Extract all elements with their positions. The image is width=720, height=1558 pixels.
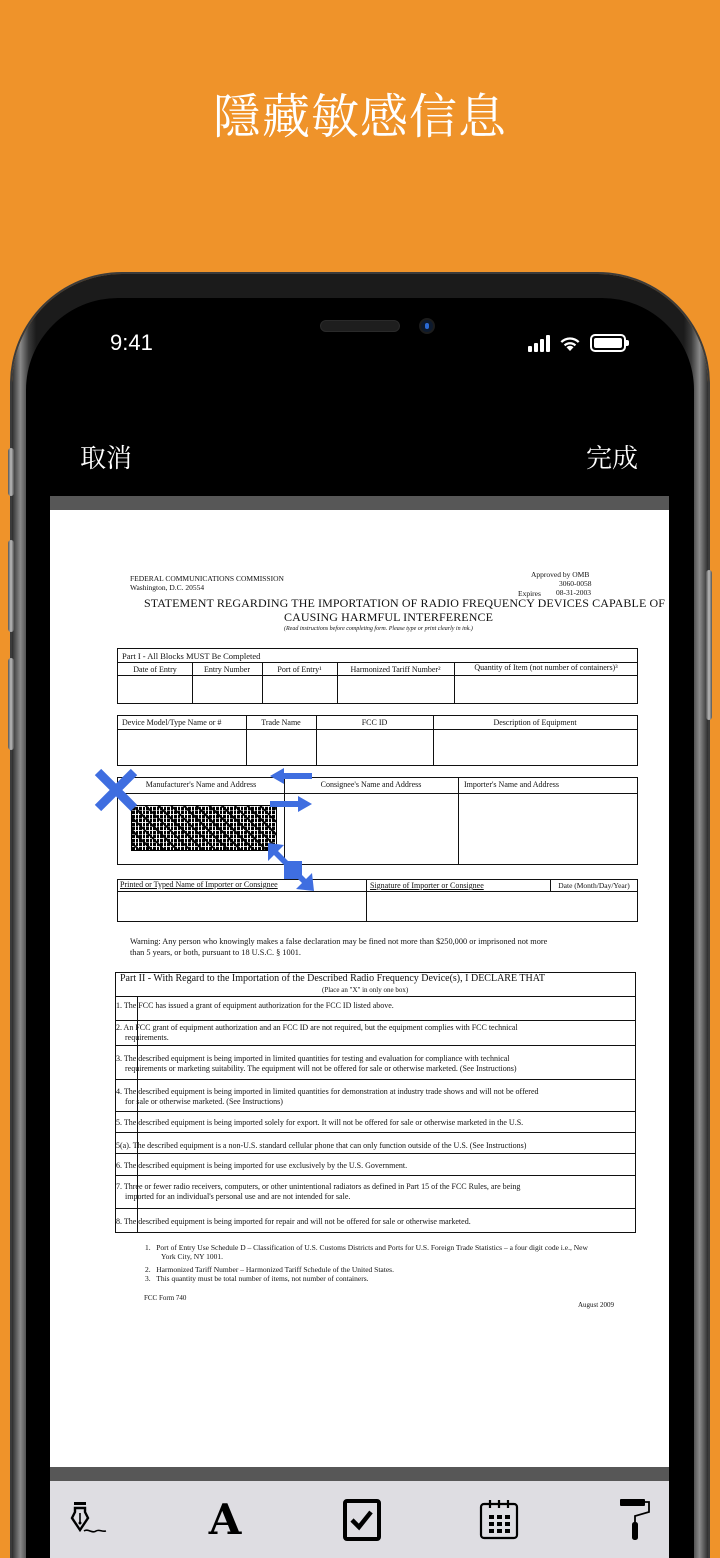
field-signature[interactable] <box>367 892 637 921</box>
fountain-pen-signature-icon <box>66 1498 110 1542</box>
cancel-button[interactable]: 取消 <box>80 444 133 474</box>
col-manufacturer: Manufacturer's Name and Address <box>145 780 257 789</box>
form-title-line1: STATEMENT REGARDING THE IMPORTATION OF RADIO FREQUENCY DEVICES CAPABLE OF <box>144 596 666 610</box>
close-icon[interactable] <box>92 766 140 814</box>
declaration-item-5: 5. The described equipment is being imported solely for export. It will not be offered for sale or otherwise marketed in the U.S. <box>116 1118 524 1127</box>
declaration-item-6: 6. The described equipment is being imported for use exclusively by the U.S. Government. <box>116 1161 408 1170</box>
earpiece-speaker <box>320 320 400 332</box>
document-bottom-bar <box>50 1467 669 1481</box>
checkbox-item-7[interactable] <box>116 1176 137 1208</box>
declaration-item-7: 7. Three or fewer radio receivers, computers, or other unintentional radiators as defined in Part 15 of the FCC Rules, are being imported for an individual's personal use and are not intended for sale. <box>116 1182 521 1201</box>
signature-tool-button[interactable] <box>65 1497 111 1543</box>
field-printed-name[interactable] <box>118 892 366 921</box>
col-importer: Importer's Name and Address <box>464 780 559 789</box>
checkbox-item-4[interactable] <box>116 1080 137 1111</box>
form-title-line2: CAUSING HARMFUL INTERFERENCE <box>284 610 494 624</box>
field-harmonized-tariff[interactable] <box>338 676 454 703</box>
field-device-model[interactable] <box>118 730 246 765</box>
col-port-of-entry: Port of Entry¹ <box>277 665 322 674</box>
power-button <box>706 570 712 720</box>
checkbox-item-3[interactable] <box>116 1046 137 1079</box>
declaration-item-4: 4. The described equipment is being imported in limited quantities for demonstration at industry trade shows and will not be offered for sale or otherwise marketed. (See Instructions) <box>116 1087 539 1106</box>
resize-horizontal-icon[interactable] <box>268 768 314 814</box>
volume-down-button <box>8 658 14 750</box>
warning-line2: than 5 years, or both, pursuant to 18 U.S.C. § 1001. <box>130 948 301 957</box>
checkbox-tool-button[interactable] <box>339 1497 385 1543</box>
date-tool-button[interactable] <box>476 1497 522 1543</box>
promo-title: 隱藏敏感信息 <box>212 89 507 145</box>
declaration-item-1: 1. The FCC has issued a grant of equipment authorization for the FCC ID listed above. <box>116 1001 394 1010</box>
mute-switch <box>8 448 14 496</box>
front-camera <box>419 318 435 334</box>
battery-full-icon <box>590 334 626 352</box>
col-date-of-entry: Date of Entry <box>133 665 177 674</box>
col-harmonized-tariff: Harmonized Tariff Number² <box>350 665 441 674</box>
col-fcc-id: FCC ID <box>361 718 388 727</box>
expires-label: Expires <box>518 589 541 598</box>
col-printed-name: Printed or Typed Name of Importer or Consignee <box>120 880 278 889</box>
field-description[interactable] <box>434 730 637 765</box>
form-number: FCC Form 740 <box>144 1294 187 1302</box>
redact-tool-button[interactable] <box>612 1497 658 1543</box>
footnote-1: 1. Port of Entry Use Schedule D – Classification of U.S. Customs Districts and Ports for U.S. Foreign Trade Statistics – a four digit code i.e., New York City, NY 1001. <box>145 1243 588 1261</box>
field-entry-number[interactable] <box>193 676 262 703</box>
warning-line1: Warning: Any person who knowingly makes a false declaration may be fined not more than $250,000 or imprisoned not more <box>130 937 548 946</box>
status-time: 9:41 <box>110 330 153 355</box>
checkbox-item-5[interactable] <box>116 1112 137 1132</box>
part1-heading: Part I - All Blocks MUST Be Completed <box>122 651 261 661</box>
wifi-icon <box>558 334 582 352</box>
declaration-item-3: 3. The described equipment is being imported in limited quantities for testing and evaluation for compliance with technical requirements or marketing suitability. The equipment will not be offered for sale or otherwise marketed. (See Instructions) <box>116 1054 517 1073</box>
checkbox-item-1[interactable] <box>116 997 137 1020</box>
part2-subheading: (Place an "X" in only one box) <box>322 986 409 994</box>
done-button[interactable]: 完成 <box>585 444 638 474</box>
form-instructions: (Read instructions before completing form. Please type or print clearly in ink.) <box>284 626 473 632</box>
col-date: Date (Month/Day/Year) <box>558 881 630 890</box>
text-a-icon: A <box>208 1495 242 1544</box>
redaction-box[interactable] <box>132 806 276 850</box>
checkbox-item-2[interactable] <box>116 1021 137 1045</box>
col-entry-number: Entry Number <box>204 665 250 674</box>
checkbox-item-5a[interactable] <box>116 1133 137 1153</box>
declaration-item-5a: 5(a). The described equipment is a non-U.S. standard cellular phone that can only function outside of the U.S. (See Instructions) <box>116 1141 527 1150</box>
col-description: Description of Equipment <box>493 718 577 727</box>
resize-diagonal-icon[interactable] <box>266 843 314 891</box>
checkbox-item-6[interactable] <box>116 1154 137 1175</box>
field-fcc-id[interactable] <box>317 730 433 765</box>
annotation-toolbar <box>50 1481 669 1558</box>
checkbox-check-icon <box>340 1498 384 1542</box>
declaration-item-8: 8. The described equipment is being imported for repair and will not be offered for sale or otherwise marketed. <box>116 1217 471 1226</box>
agency-address: Washington, D.C. 20554 <box>130 583 205 592</box>
omb-approval: Approved by OMB <box>531 570 590 579</box>
col-consignee: Consignee's Name and Address <box>320 780 422 789</box>
footnote-2: 2. Harmonized Tariff Number – Harmonized Tariff Schedule of the United States. <box>145 1265 394 1274</box>
document-top-bar <box>50 496 669 510</box>
col-trade-name: Trade Name <box>261 718 301 727</box>
expires-date: 08-31-2003 <box>556 588 591 597</box>
declaration-item-2: 2. An FCC grant of equipment authorization and an FCC ID are not required, but the equipment complies with FCC technical requirements. <box>116 1023 518 1042</box>
volume-up-button <box>8 540 14 632</box>
field-importer-address[interactable] <box>459 794 637 864</box>
checkbox-item-8[interactable] <box>116 1209 137 1232</box>
footnote-3: 3. This quantity must be total number of items, not number of containers. <box>145 1274 369 1283</box>
col-signature: Signature of Importer or Consignee <box>370 881 484 890</box>
col-quantity: Quantity of Item (not number of containers)³ <box>474 663 618 672</box>
field-quantity[interactable] <box>455 676 637 703</box>
field-trade-name[interactable] <box>247 730 316 765</box>
calendar-icon <box>477 1498 521 1542</box>
col-device-model: Device Model/Type Name or # <box>122 718 222 727</box>
form-date: August 2009 <box>578 1301 614 1309</box>
document-page[interactable] <box>50 510 669 1468</box>
part2-heading: Part II - With Regard to the Importation of the Described Radio Frequency Device(s), I DECLARE THAT <box>120 973 545 984</box>
status-icons <box>528 334 626 352</box>
agency-name: FEDERAL COMMUNICATIONS COMMISSION <box>130 574 284 583</box>
text-tool-button[interactable] <box>202 1497 248 1543</box>
fcc-form-740 <box>50 510 669 1468</box>
omb-number: 3060-0058 <box>559 579 592 588</box>
cellular-signal-icon <box>528 334 550 352</box>
field-date-of-entry[interactable] <box>118 676 192 703</box>
field-port-of-entry[interactable] <box>263 676 337 703</box>
paint-roller-icon <box>613 1498 657 1542</box>
